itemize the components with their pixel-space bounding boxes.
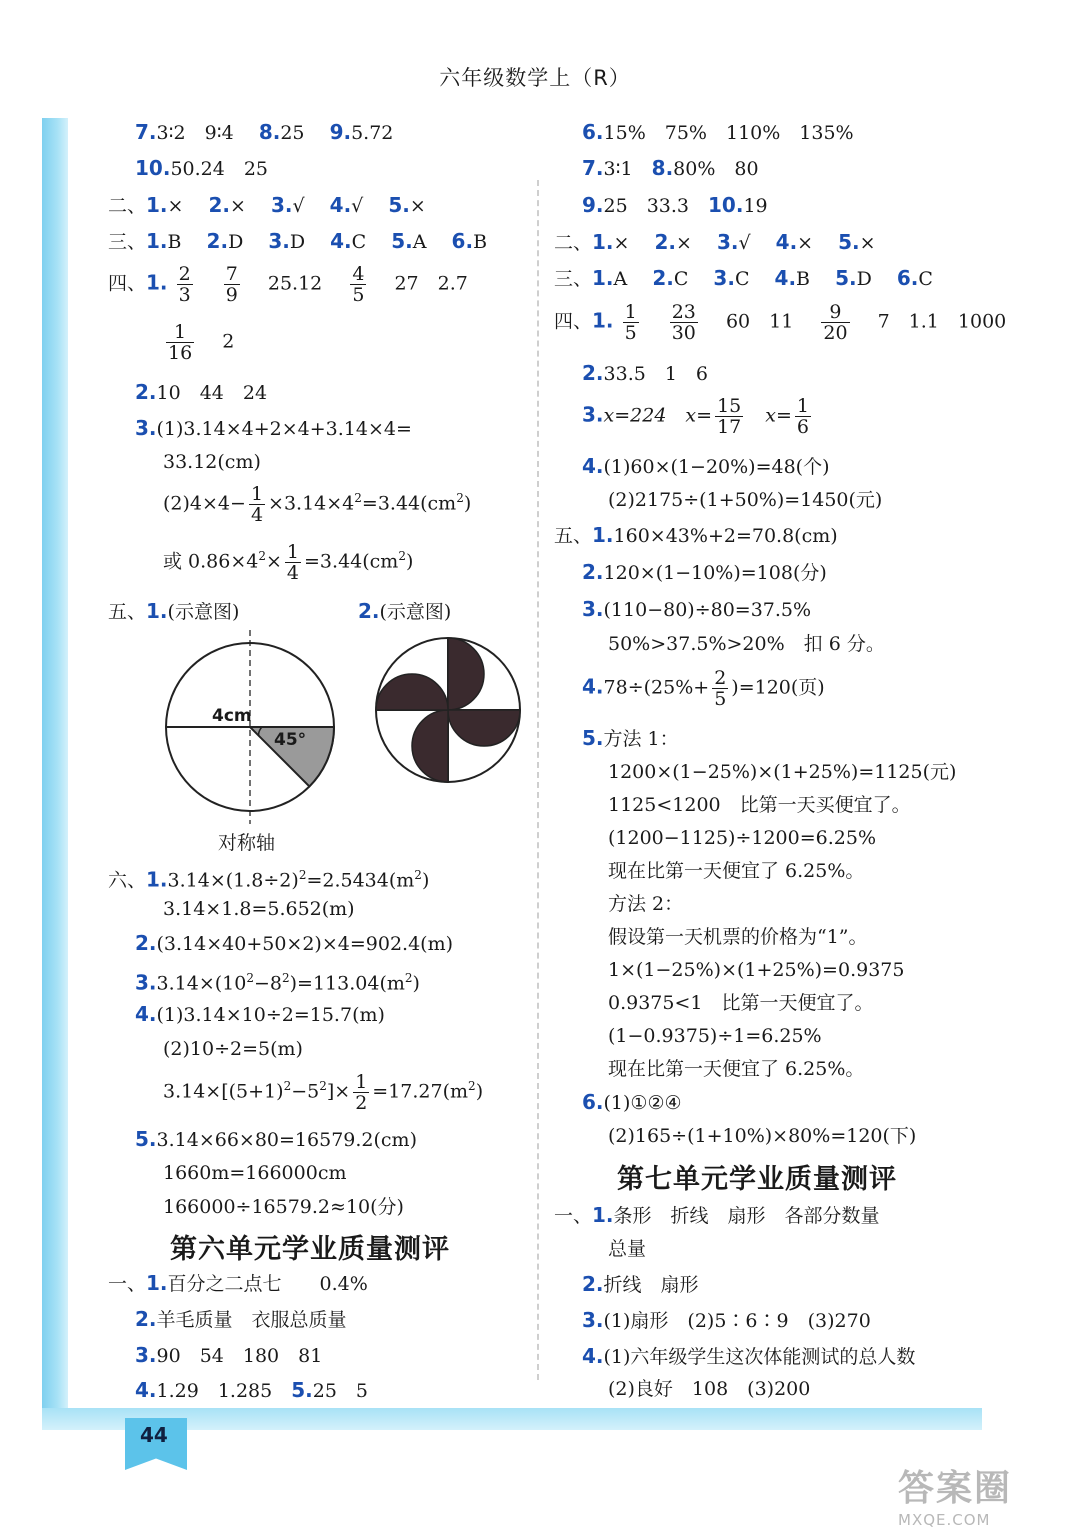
fraction: $\frac{1}{4}$ — [250, 483, 264, 526]
circle-sector-figure — [150, 628, 350, 838]
answer-line: (1−0.9375)÷1=6.25% — [608, 1025, 822, 1047]
answer-line: 现在比第一天便宜了 6.25%。 — [608, 860, 865, 882]
section-label: 五、 — [554, 525, 593, 547]
answer-line: 假设第一天机票的价格为“1”。 — [608, 926, 868, 948]
watermark-text: 答案圈 — [898, 1468, 1013, 1509]
answer-line: $3.3.14\times(10^2-8^2)=113.04(m^2)$ — [135, 970, 420, 995]
answer-line: 2.10 44 24 — [135, 380, 268, 404]
answer-line: 2.(示意图) — [358, 599, 452, 623]
answer-line: 10.50.24 25 — [135, 156, 269, 180]
unit-7-title: 第七单元学业质量测评 — [617, 1164, 897, 1195]
answer-line: 7.3∶2 9∶4 8.25 9.5.72 — [135, 120, 394, 144]
item-number: 10. — [135, 156, 171, 180]
fraction: $\frac{7}{9}$ — [225, 263, 238, 306]
answer-line: $\frac{1}{16}$ 2 — [168, 321, 235, 364]
section-label: 三、 — [554, 268, 593, 290]
answer-line: 7.3∶1 8.80% 80 — [582, 156, 759, 180]
answer-line: 6.(1)①②④ — [582, 1090, 682, 1114]
answer-line: 33.12(cm) — [163, 451, 261, 473]
answer-line: 一、1.条形 折线 扇形 各部分数量 — [554, 1203, 880, 1227]
answer-line: 4.(1)3.14×10÷2=15.7(m) — [135, 1002, 385, 1026]
answer-line: 四、1. $\frac{1}{5}$ $\frac{23}{30}$ 60 11 $\frac{9}{20}$ 7 1.1 1000 — [554, 301, 1007, 344]
answer-line: 1660m=166000cm — [163, 1162, 347, 1184]
answer-line: 3.(110−80)÷80=37.5% — [582, 597, 812, 621]
answer-line: 4.1.29 1.285 5.25 5 — [135, 1378, 369, 1402]
section-label: 六、 — [108, 869, 147, 892]
answer-line: 3.14×1.8=5.652(m) — [163, 898, 355, 920]
angle-label: 45° — [274, 730, 307, 750]
answer-line: (2)10÷2=5(m) — [163, 1038, 303, 1060]
answer-line: 6.15% 75% 110% 135% — [582, 120, 854, 144]
answer-line: 或 $0.86\times 4^2\times$ $\frac{1}{4}$ $=3.44(cm^2)$ — [163, 541, 414, 584]
answer-line: 五、1.160×43%+2=70.8(cm) — [554, 523, 838, 547]
answer-line: 3.x=224 x= $\frac{15}{17}$ x= $\frac{1}{6}$ — [582, 395, 809, 438]
answer-line: 9.25 33.3 10.19 — [582, 193, 768, 217]
fraction: $\frac{4}{5}$ — [352, 263, 365, 306]
answer-line: (1200−1125)÷1200=6.25% — [608, 827, 877, 849]
fraction: $\frac{15}{17}$ — [717, 395, 742, 438]
item-number: 7. — [135, 120, 157, 144]
radius-label: 4cm — [212, 706, 252, 726]
answer-line: 5.方法 1： — [582, 726, 679, 750]
page-header: 六年级数学上（R） — [439, 66, 631, 90]
answer-line: 一、1.百分之二点七 0.4% — [108, 1271, 368, 1295]
answer-line: $3.14\times[(5+1)^2-5^2]\times$ $\frac{1}{2}$ $=17.27(m^2)$ — [163, 1071, 484, 1114]
answer-line: 4.(1)六年级学生这次体能测试的总人数 — [582, 1344, 916, 1368]
fraction: $\frac{23}{30}$ — [671, 301, 696, 344]
answer-line: 六、$1.3.14\times(1.8\div 2)^2=2.5434(m^2)$ — [108, 867, 430, 892]
answer-line: 1×(1−25%)×(1+25%)=0.9375 — [608, 959, 905, 981]
answer-line: 5.3.14×66×80=16579.2(cm) — [135, 1127, 417, 1151]
section-label: 四、 — [554, 310, 593, 333]
section-label: 四、 — [108, 272, 147, 295]
fraction: $\frac{2}{3}$ — [178, 263, 191, 306]
pinwheel-figure — [368, 630, 528, 790]
fraction: $\frac{2}{5}$ — [714, 667, 727, 710]
fraction: $\frac{1}{16}$ — [168, 321, 193, 364]
item-number: 9. — [329, 120, 352, 144]
fraction: $\frac{1}{2}$ — [355, 1071, 368, 1114]
answer-line: 4.(1)60×(1−20%)=48(个) — [582, 454, 830, 478]
section-label: 二、 — [108, 195, 147, 217]
page-number: 44 — [140, 1423, 168, 1447]
answer-line: 1200×(1−25%)×(1+25%)=1125(元) — [608, 761, 957, 783]
answer-line: 2.折线 扇形 — [582, 1272, 699, 1296]
section-label: 二、 — [554, 232, 593, 254]
answer-line: 方法 2： — [608, 893, 684, 915]
page-side-band — [42, 118, 68, 1418]
symmetry-axis-caption: 对称轴 — [218, 832, 276, 854]
answer-line: 2.120×(1−10%)=108(分) — [582, 560, 827, 584]
answer-line: (2)良好 108 (3)200 — [608, 1378, 811, 1400]
section-label: 一、 — [554, 1205, 593, 1227]
answer-line: 2.(3.14×40+50×2)×4=902.4(m) — [135, 931, 454, 955]
answer-line: 3.(1)扇形 (2)5∶6∶9 (3)270 — [582, 1308, 871, 1332]
answer-line: 3.(1)3.14×4+2×4+3.14×4= — [135, 416, 412, 440]
fraction: $\frac{1}{6}$ — [796, 395, 809, 438]
fraction: $\frac{1}{4}$ — [286, 541, 300, 584]
fraction: $\frac{1}{5}$ — [624, 301, 637, 344]
answer-line: 2.羊毛质量 衣服总质量 — [135, 1307, 347, 1331]
column-divider — [537, 180, 539, 1380]
answer-line: 三、1.A 2.C 3.C 4.B 5.D 6.C — [554, 266, 933, 290]
answer-line: 3.90 54 180 81 — [135, 1343, 323, 1367]
answer-line: 4.78÷(25%+ $\frac{2}{5}$ )=120(页) — [582, 667, 825, 710]
answer-line: 0.9375<1 比第一天便宜了。 — [608, 992, 874, 1014]
answer-line: 二、1.× 2.× 3.√ 4.√ 5.× — [108, 193, 426, 217]
answer-line: 50%>37.5%>20% 扣 6 分。 — [608, 633, 885, 655]
answer-line: 166000÷16579.2≈10(分) — [163, 1196, 404, 1218]
answer-line: 三、1.B 2.D 3.D 4.C 5.A 6.B — [108, 229, 488, 253]
answer-line: 现在比第一天便宜了 6.25%。 — [608, 1058, 865, 1080]
item-number: 8. — [258, 120, 281, 144]
answer-line: (2)165÷(1+10%)×80%=120(下) — [608, 1125, 917, 1147]
unit-6-title: 第六单元学业质量测评 — [170, 1234, 450, 1265]
answer-line: 二、1.× 2.× 3.√ 4.× 5.× — [554, 230, 876, 254]
answer-line: (2)2175÷(1+50%)=1450(元) — [608, 489, 883, 511]
answer-line: 2.33.5 1 6 — [582, 361, 708, 385]
watermark-url: MXQE.COM — [898, 1511, 991, 1529]
answer-line: 五、1.(示意图) — [108, 599, 240, 623]
section-label: 三、 — [108, 231, 147, 253]
fraction: $\frac{9}{20}$ — [823, 301, 848, 344]
section-label: 五、 — [108, 601, 147, 623]
answer-line: (2)4×4− $\frac{1}{4}$ $\times 3.14\times 4^2=3.44(cm^2)$ — [163, 483, 472, 526]
answer-line: 四、1. $\frac{2}{3}$ $\frac{7}{9}$ 25.12 $\frac{4}{5}$ 27 2.7 — [108, 263, 468, 306]
answer-line: 1125<1200 比第一天买便宜了。 — [608, 794, 911, 816]
answer-line: 总量 — [608, 1238, 647, 1260]
section-label: 一、 — [108, 1273, 147, 1295]
watermark-logo — [898, 1460, 1063, 1530]
